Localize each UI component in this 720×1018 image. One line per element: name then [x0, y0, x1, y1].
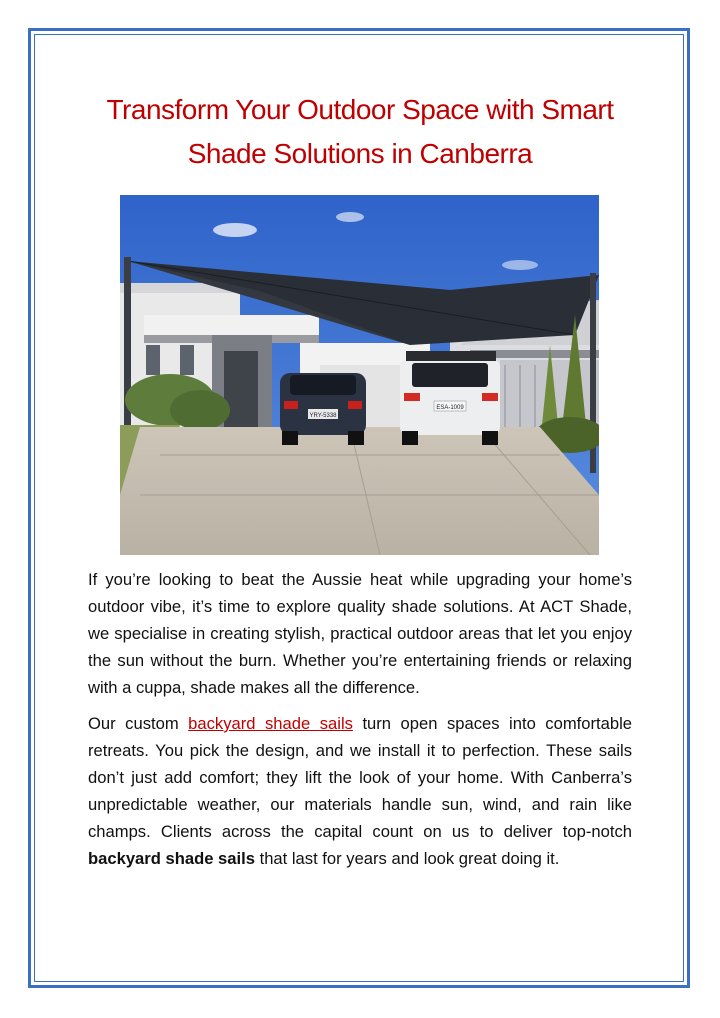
- backyard-shade-sails-bold: backyard shade sails: [88, 849, 255, 868]
- title-line-2: Shade Solutions in Canberra: [187, 138, 533, 169]
- paragraph-sails-part1: Our custom: [88, 714, 189, 733]
- paragraph-intro: If you’re looking to beat the Aussie heat while upgrading your home’s outdoor vibe, it’s time to explore quality shade solutions. At ACT Shade, we specialise in creating stylish, practical outdoor areas that let you enjoy the sun without the burn. Whether you’re entertaining friends or relaxing with a cuppa, shade makes all the difference.: [88, 570, 632, 697]
- backyard-shade-sails-link[interactable]: backyard shade sails: [188, 714, 353, 733]
- article-body: [88, 566, 632, 881]
- right-car-plate: ESA-1009: [436, 405, 464, 411]
- title-line-1: Transform Your Outdoor Space with Smart: [106, 94, 614, 125]
- paragraph-sails-part2: turn open spaces into comfortable retreats. You pick the design, and we install it to perfection. These sails don’t just add comfort; they lift the look of your home. With Canberra’s unpredictable weather, our materials handle sun, wind, and rain like champs. Clients across the capital count on us to deliver top-notch: [88, 714, 633, 841]
- paragraph-sails-part3: that last for years and look great doing it.: [254, 849, 560, 868]
- paragraph-sails: [88, 710, 632, 872]
- shade-sail-driveway-photo: [120, 195, 599, 555]
- left-car-plate: YRY-5338: [309, 413, 337, 419]
- page-title: [60, 88, 660, 176]
